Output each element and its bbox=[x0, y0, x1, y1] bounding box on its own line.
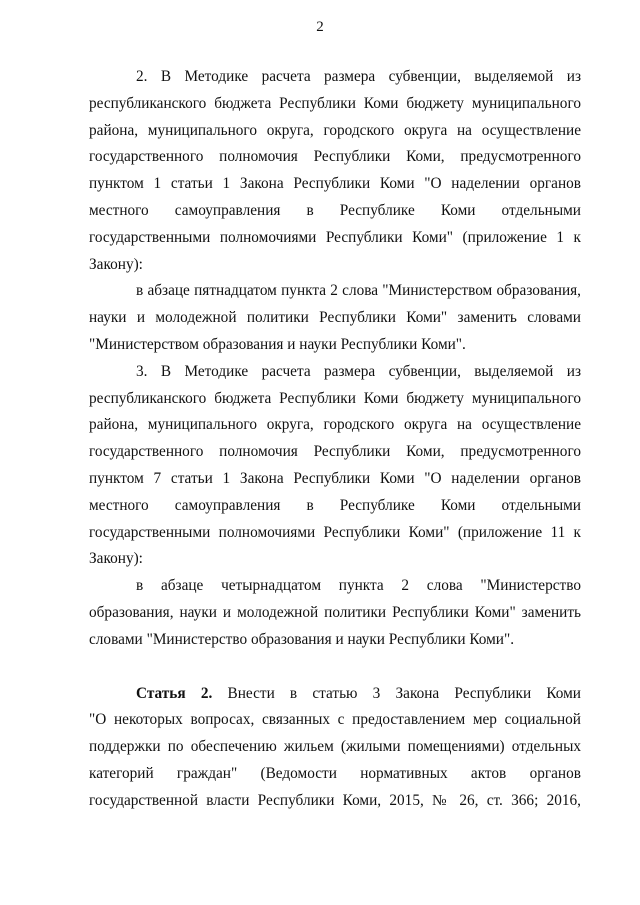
text-line: "О некоторых вопросах, связанных с предоставлением мер социальной bbox=[89, 711, 581, 729]
text-line: образования, науки и молодежной политики Республики Коми" заменить bbox=[89, 603, 581, 621]
text-line: "Министерством образования и науки Республики Коми". bbox=[89, 335, 466, 353]
text-line: государственной власти Республики Коми, 2015, № 26, ст. 366; 2016, bbox=[89, 791, 581, 809]
article-heading: Статья 2. bbox=[136, 684, 213, 702]
item-2-amendment bbox=[89, 278, 581, 358]
text-line: государственными полномочиями Республики Коми" (приложение 1 к bbox=[89, 228, 581, 246]
text-line: пунктом 7 статьи 1 Закона Республики Коми "О наделении органов bbox=[89, 469, 581, 487]
text-line: Закону): bbox=[89, 550, 143, 568]
article-2-first-line bbox=[89, 681, 581, 708]
text-line: государственного полномочия Республики Коми, предусмотренного bbox=[89, 148, 581, 166]
text-line: науки и молодежной политики Республики Коми" заменить словами bbox=[89, 309, 581, 327]
text-line: поддержки по обеспечению жильем (жилыми помещениями) отдельных bbox=[89, 738, 581, 756]
text-line: 2. В Методике расчета размера субвенции, выделяемой из bbox=[136, 68, 581, 85]
text-line: 3. В Методике расчета размера субвенции, выделяемой из bbox=[136, 362, 581, 380]
text-line: словами "Министерство образования и науки Республики Коми". bbox=[89, 630, 515, 648]
item-2-paragraph bbox=[89, 64, 581, 278]
text-line: местного самоуправления в Республике Коми отдельными bbox=[89, 496, 581, 514]
text-line: местного самоуправления в Республике Коми отдельными bbox=[89, 201, 581, 219]
text-line: Закону): bbox=[89, 255, 143, 273]
text-line: республиканского бюджета Республики Коми бюджету муниципального bbox=[89, 389, 581, 407]
item-3-paragraph bbox=[89, 359, 581, 573]
article-2-paragraph bbox=[89, 681, 581, 815]
page-number: 2 bbox=[316, 19, 324, 35]
text-line: государственными полномочиями Республики Коми" (приложение 11 к bbox=[89, 523, 581, 541]
text-line: района, муниципального округа, городского округа на осуществление bbox=[89, 416, 581, 434]
text-line: района, муниципального округа, городского округа на осуществление bbox=[89, 121, 581, 139]
text-line: в абзаце пятнадцатом пункта 2 слова "Министерством образования, bbox=[136, 282, 581, 300]
text-line: в абзаце четырнадцатом пункта 2 слова "Министерство bbox=[136, 577, 581, 595]
text-line: пунктом 1 статьи 1 Закона Республики Коми "О наделении органов bbox=[89, 175, 581, 193]
item-3-amendment bbox=[89, 573, 581, 653]
text-line: республиканского бюджета Республики Коми бюджету муниципального bbox=[89, 94, 581, 112]
text-line: категорий граждан" (Ведомости нормативных актов органов bbox=[89, 764, 581, 782]
text-fragment: Внести в статью 3 Закона Республики Коми bbox=[227, 684, 581, 702]
text-line: государственного полномочия Республики Коми, предусмотренного bbox=[89, 443, 581, 461]
document-body bbox=[89, 64, 581, 815]
paragraph-gap bbox=[89, 654, 581, 681]
